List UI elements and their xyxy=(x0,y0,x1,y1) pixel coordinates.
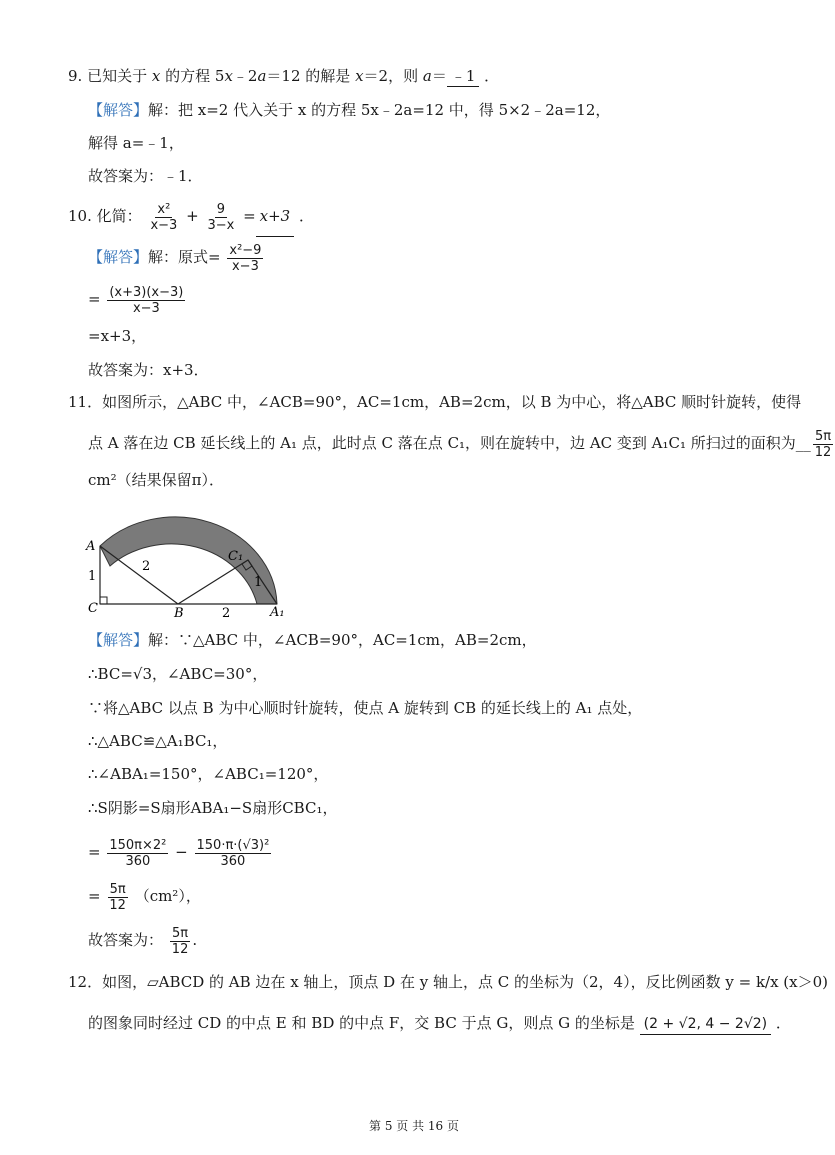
segment-AB xyxy=(100,546,178,604)
q10-solution-line2: = $\frac{(x+3)(x-3)}{x-3}$ xyxy=(88,284,184,316)
shaded-region xyxy=(100,517,277,604)
q11-solution-line1: 【解答】解：∵△ABC 中，∠ACB=90°，AC=1cm，AB=2cm， xyxy=(88,631,537,649)
q11-solution-line8: = $\frac{5\pi}{12}$ （cm²）， xyxy=(88,881,201,913)
q12-answer: (2 + √2, 4 − 2√2) xyxy=(640,1014,771,1035)
label-C: C xyxy=(88,601,98,616)
label-B: B xyxy=(174,606,184,621)
label-C1A1-length: 1 xyxy=(254,575,263,590)
q10-answer: x+3 xyxy=(256,196,295,237)
solution-tag: 【解答】 xyxy=(88,101,149,119)
q11-solution-line7: = $\frac{\text{150π×2²}}{360}$ − $\frac{\text{150·π·(√3)²}}{360}$ xyxy=(88,837,270,869)
label-A1: A₁ xyxy=(270,605,285,620)
q11-solution-line4: ∴△ABC≌△A₁BC₁， xyxy=(88,732,228,750)
q11-solution-line6: ∴S阴影=S扇形ABA₁−S扇形CBC₁， xyxy=(88,799,338,817)
q10-fraction-1: $\frac{\text{x²}}{x-3}$ xyxy=(150,201,178,233)
solution-tag: 【解答】 xyxy=(88,248,149,266)
q10-fraction-2: $\frac{9}{3-x}$ xyxy=(207,201,235,233)
q11-stem-line2: 点 A 落在边 CB 延长线上的 A₁ 点，此时点 C 落在点 C₁，则在旋转中，边 AC 变到 A₁C₁ 所扫过的面积为__ $\frac{5\pi}{12}$ xyxy=(88,428,832,460)
q11-stem-line3: cm²（结果保留π）． xyxy=(88,471,224,489)
q11-solution-line2: ∴BC=√3，∠ABC=30°， xyxy=(88,665,268,683)
q11-solution-line9: 故答案为： $\frac{5\pi}{12}$ . xyxy=(88,925,198,957)
q11-stem-line1: 11．如图所示，△ABC 中，∠ACB=90°，AC=1cm，AB=2cm，以 B 为中心，将△ABC 顺时针旋转，使得 xyxy=(68,393,802,411)
q10-solution-line3: =x+3， xyxy=(88,327,147,345)
q10-solution-line4: 故答案为：x+3． xyxy=(88,361,209,379)
page-footer: 第 5 页 共 16 页 xyxy=(369,1119,459,1133)
q9-number: 9. xyxy=(68,67,83,85)
q12-stem-line1: 12．如图，▱ABCD 的 AB 边在 x 轴上，顶点 D 在 y 轴上，点 C 的坐标为（2，4），反比例函数 y = k/x (x＞0) xyxy=(68,973,829,991)
q11-answer: $\frac{5\pi}{12}$ xyxy=(814,428,832,460)
segment-BC1 xyxy=(178,560,248,604)
q11-solution-line5: ∴∠ABA₁=150°，∠ABC₁=120°， xyxy=(88,765,329,783)
q11-solution-line3: ∵将△ABC 以点 B 为中心顺时针旋转，使点 A 旋转到 CB 的延长线上的 A₁ 点处， xyxy=(88,699,643,717)
q9-answer: ﹣1 xyxy=(447,66,480,87)
q10-solution-line1: 【解答】解：原式= $\frac{\text{x²−9}}{x-3}$ xyxy=(88,242,262,274)
q9-solution-line2: 解得 a=﹣1， xyxy=(88,134,184,152)
label-C1: C₁ xyxy=(228,549,244,564)
q9-stem: 9. 已知关于 x 的方程 5x﹣2a＝12 的解是 x＝2，则 a＝ ﹣1 ． xyxy=(68,67,500,85)
q9-solution-line1: 【解答】解：把 x=2 代入关于 x 的方程 5x﹣2a=12 中，得 5×2﹣2a=12， xyxy=(88,101,611,119)
right-angle-C xyxy=(100,597,107,604)
label-AB-length: 2 xyxy=(142,559,151,574)
label-BA1-length: 2 xyxy=(222,606,231,621)
solution-tag: 【解答】 xyxy=(88,631,149,649)
q11-figure xyxy=(82,520,292,621)
q10-stem: 10. 化简： $\frac{\text{x²}}{x-3}$ + $\frac{9}{3-x}$ = x+3 ． xyxy=(68,196,314,237)
q12-stem-line2: 的图象同时经过 CD 的中点 E 和 BD 的中点 F，交 BC 于点 G，则点 G 的坐标是 (2 + √2, 4 − 2√2) ． xyxy=(88,1013,791,1035)
q9-solution-line3: 故答案为：﹣1． xyxy=(88,167,203,185)
label-A: A xyxy=(86,539,96,554)
label-AC-length: 1 xyxy=(88,569,97,584)
